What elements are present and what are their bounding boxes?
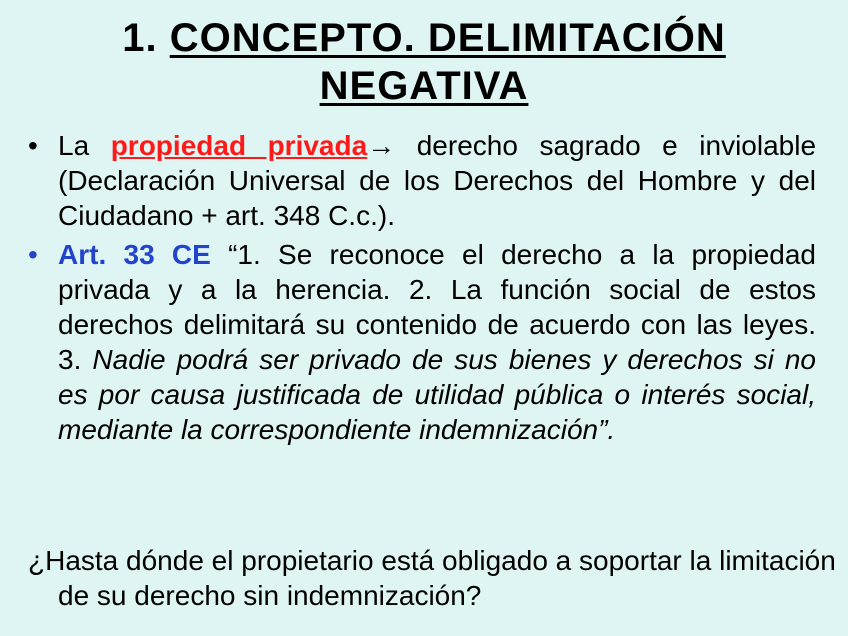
bullet-dot: • xyxy=(28,130,38,161)
bullet-private-property xyxy=(28,128,816,233)
slide-body xyxy=(28,128,816,451)
closing-question: ¿Hasta dónde el propietario está obligado a soportar la limitación de su derecho sin indemnización? xyxy=(28,545,836,611)
title-text-line-1: CONCEPTO. DELIMITACIÓN xyxy=(169,16,726,60)
bullet2-text: “1. Se reconoce el derecho a la propiedad privada y a la herencia. 2. La función social de estos derechos delimitará su contenido de acuerdo con las leyes. 3. xyxy=(58,239,816,375)
bullet-article-33 xyxy=(28,237,816,447)
title-line-1 xyxy=(0,14,848,62)
bullet2-italic-text: Nadie podrá ser privado de sus bienes y derechos si no es por causa justificada de utilidad pública o interés social, mediante la correspondiente indemnización”. xyxy=(58,344,817,445)
article-reference: Art. 33 CE xyxy=(58,239,211,270)
title-text-line-2: NEGATIVA xyxy=(319,64,529,108)
slide-title xyxy=(0,14,848,110)
bullet-dot: • xyxy=(28,239,38,270)
arrow-icon: → xyxy=(367,130,396,161)
private-property-highlight: propiedad privada xyxy=(110,130,368,161)
title-number: 1. xyxy=(122,16,158,60)
bullet1-text: derecho sagrado e inviolable (Declaración Universal de los Derechos del Hombre y del Ciudadano + art. 348 C.c.). xyxy=(58,130,817,231)
bullet1-prefix: La xyxy=(58,130,90,161)
title-line-2 xyxy=(0,62,848,110)
